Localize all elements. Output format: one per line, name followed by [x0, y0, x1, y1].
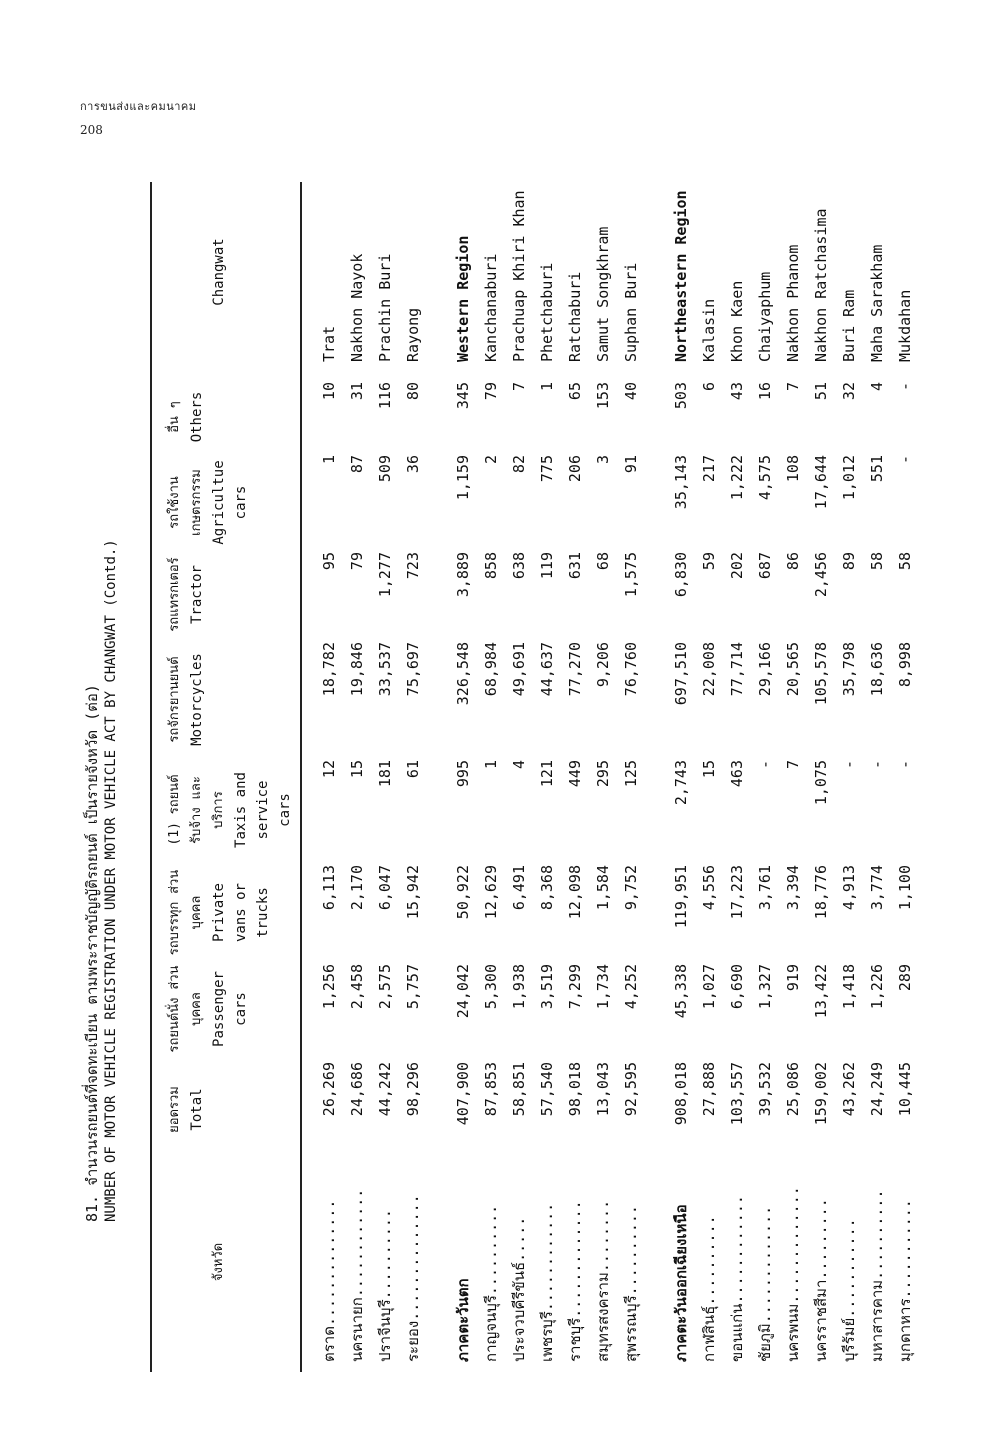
changwat-thai-cell: ชัยภูมิ.............: [756, 1205, 774, 1362]
tractor-cell: 58: [896, 552, 914, 571]
table-row: [807, 182, 835, 1372]
changwat-english-cell: Prachin Buri: [376, 253, 394, 362]
changwat-thai-cell: ระยอง..............: [404, 1194, 422, 1362]
moto-cell: 8,998: [896, 642, 914, 688]
agri-cell: 1: [320, 455, 338, 465]
column-header-english: Changwat: [211, 238, 227, 306]
tractor-cell: 1,277: [376, 552, 394, 598]
table-row: [343, 182, 371, 1372]
moto-cell: 105,578: [812, 642, 830, 706]
tractor-cell: 59: [700, 552, 718, 571]
agri-cell: 17,644: [812, 455, 830, 510]
agri-cell: 551: [868, 455, 886, 483]
private-cell: 18,776: [812, 865, 830, 920]
private-cell: 15,942: [404, 865, 422, 920]
column-header-thai: รถบรรทุก ส่วนบุคคล: [167, 869, 204, 956]
total-cell: 57,540: [538, 1062, 556, 1117]
changwat-thai-cell: ประจวบคีรีขันธ์.....: [510, 1216, 528, 1362]
agri-cell: 91: [622, 455, 640, 474]
private-cell: 8,368: [538, 865, 556, 911]
moto-cell: 18,782: [320, 642, 338, 697]
table-row: [695, 182, 723, 1372]
total-cell: 407,900: [454, 1062, 472, 1126]
taxis-cell: 121: [538, 760, 556, 788]
moto-cell: 44,637: [538, 642, 556, 697]
private-cell: 3,394: [784, 865, 802, 911]
changwat-english-cell: Nakhon Phanom: [784, 244, 802, 362]
passenger-cell: 4,252: [622, 964, 640, 1010]
moto-cell: 697,510: [672, 642, 690, 706]
agri-cell: 87: [348, 455, 366, 474]
changwat-thai-cell: ขอนแก่น............: [728, 1195, 746, 1362]
passenger-cell: 24,042: [454, 964, 472, 1019]
taxis-cell: -: [840, 760, 858, 770]
page-number: 208: [80, 123, 103, 137]
changwat-english-cell: Maha Sarakham: [868, 244, 886, 362]
private-cell: 6,113: [320, 865, 338, 911]
passenger-cell: 1,327: [756, 964, 774, 1010]
private-cell: 6,491: [510, 865, 528, 911]
column-header: [164, 760, 296, 860]
passenger-cell: 2,458: [348, 964, 366, 1010]
private-cell: 119,951: [672, 865, 690, 929]
table-row: [617, 182, 645, 1372]
agri-cell: 1,012: [840, 455, 858, 501]
table-row: [835, 182, 863, 1372]
table-row: [751, 182, 779, 1372]
tractor-cell: 79: [348, 552, 366, 571]
others-cell: 7: [510, 382, 528, 392]
table-row: [505, 182, 533, 1372]
total-cell: 98,296: [404, 1062, 422, 1117]
total-cell: 44,242: [376, 1062, 394, 1117]
taxis-cell: 2,743: [672, 760, 690, 806]
agri-cell: 82: [510, 455, 528, 474]
agri-cell: 1,222: [728, 455, 746, 501]
total-cell: 908,018: [672, 1062, 690, 1126]
others-cell: 1: [538, 382, 556, 392]
private-cell: 17,223: [728, 865, 746, 920]
table-row: [477, 182, 505, 1372]
total-cell: 10,445: [896, 1062, 914, 1117]
column-header-thai: จังหวัด: [211, 1242, 226, 1282]
others-cell: 10: [320, 382, 338, 401]
total-cell: 26,269: [320, 1062, 338, 1117]
changwat-thai-cell: เพชรบุรี............: [538, 1202, 556, 1362]
column-header-thai: อื่น ๆ: [167, 401, 182, 433]
taxis-cell: 15: [700, 760, 718, 779]
changwat-thai-cell: นครราชสีมา.........: [812, 1198, 830, 1362]
section-header: การขนส่งและคมนาคม: [80, 100, 197, 113]
private-cell: 3,774: [868, 865, 886, 911]
total-cell: 92,595: [622, 1062, 640, 1117]
passenger-cell: 13,422: [812, 964, 830, 1019]
private-cell: 50,922: [454, 865, 472, 920]
passenger-cell: 1,938: [510, 964, 528, 1010]
agri-cell: 108: [784, 455, 802, 483]
private-cell: 1,584: [594, 865, 612, 911]
taxis-cell: -: [756, 760, 774, 770]
moto-cell: 326,548: [454, 642, 472, 706]
column-header-thai: ยอดรวม: [167, 1086, 182, 1133]
changwat-thai-cell: นครพนม.............: [784, 1186, 802, 1362]
region-row: [667, 182, 695, 1372]
tractor-cell: 89: [840, 552, 858, 571]
passenger-cell: 45,338: [672, 964, 690, 1019]
changwat-thai-cell: มหาสารคาม..........: [868, 1189, 886, 1362]
changwat-thai-cell: มุกดาหาร...........: [896, 1199, 914, 1362]
table-title-thai: 81. จำนวนรถยนต์ที่จดทะเบียน ตามพระราชบัญญัติรถยนต์ เป็นรายจังหวัด (ต่อ): [83, 684, 101, 1222]
column-header: [164, 382, 208, 452]
tractor-cell: 95: [320, 552, 338, 571]
moto-cell: 49,691: [510, 642, 528, 697]
agri-cell: 775: [538, 455, 556, 483]
total-cell: 24,686: [348, 1062, 366, 1117]
others-cell: 153: [594, 382, 612, 410]
moto-cell: 19,846: [348, 642, 366, 697]
taxis-cell: 463: [728, 760, 746, 788]
taxis-cell: 15: [348, 760, 366, 779]
tractor-cell: 3,889: [454, 552, 472, 598]
taxis-cell: 1,075: [812, 760, 830, 806]
others-cell: 116: [376, 382, 394, 410]
column-header: [164, 964, 252, 1054]
passenger-cell: 1,226: [868, 964, 886, 1010]
changwat-thai-cell: ราชบุรี.............: [566, 1200, 584, 1362]
changwat-english-cell: Kalasin: [700, 298, 718, 362]
column-header: [164, 552, 208, 637]
column-header-english: Private vans or trucks: [211, 883, 271, 943]
taxis-cell: 1: [482, 760, 500, 770]
changwat-english-cell: Nakhon Nayok: [348, 253, 366, 362]
changwat-thai-cell: บุรีรัมย์...........: [840, 1218, 858, 1362]
changwat-english-cell: Buri Ram: [840, 289, 858, 362]
column-header-english: Motorcycles: [189, 653, 205, 746]
private-cell: 2,170: [348, 865, 366, 911]
total-cell: 27,888: [700, 1062, 718, 1117]
private-cell: 3,761: [756, 865, 774, 911]
taxis-cell: 181: [376, 760, 394, 788]
others-cell: 4: [868, 382, 886, 392]
changwat-english-cell: Ratchaburi: [566, 271, 584, 362]
column-header: [164, 865, 274, 960]
tractor-cell: 86: [784, 552, 802, 571]
moto-cell: 29,166: [756, 642, 774, 697]
taxis-cell: 61: [404, 760, 422, 779]
agri-cell: 509: [376, 455, 394, 483]
passenger-cell: 7,299: [566, 964, 584, 1010]
table-row: [315, 182, 343, 1372]
changwat-thai-cell: สุพรรณบุรี..........: [622, 1205, 640, 1362]
changwat-english-cell: Western Region: [454, 235, 472, 362]
tractor-cell: 119: [538, 552, 556, 580]
passenger-cell: 1,734: [594, 964, 612, 1010]
column-header-thai: รถจักรยานยนต์: [167, 656, 182, 743]
tractor-cell: 1,575: [622, 552, 640, 598]
total-cell: 39,532: [756, 1062, 774, 1117]
changwat-thai-cell: กาญจนบุรี..........: [482, 1204, 500, 1362]
moto-cell: 35,798: [840, 642, 858, 697]
passenger-cell: 1,418: [840, 964, 858, 1010]
agri-cell: 2: [482, 455, 500, 465]
changwat-english-cell: Khon Kaen: [728, 280, 746, 362]
passenger-cell: 5,300: [482, 964, 500, 1010]
passenger-cell: 1,027: [700, 964, 718, 1010]
column-header-english: Taxis and service cars: [233, 772, 293, 848]
agri-cell: 1,159: [454, 455, 472, 501]
moto-cell: 22,008: [700, 642, 718, 697]
changwat-thai-cell: ภาคตะวันออกเฉียงเหนือ: [672, 1204, 690, 1362]
others-cell: 345: [454, 382, 472, 410]
agri-cell: 217: [700, 455, 718, 483]
changwat-thai-cell: นครนายก............: [348, 1188, 366, 1362]
table-row: [723, 182, 751, 1372]
column-header-english: Tractor: [189, 565, 205, 625]
others-cell: 503: [672, 382, 690, 410]
others-cell: 80: [404, 382, 422, 401]
table-top-rule: [150, 182, 152, 1372]
agri-cell: 206: [566, 455, 584, 483]
changwat-english-cell: Suphan Buri: [622, 262, 640, 362]
changwat-thai-cell: กาฬสินธุ์..........: [700, 1215, 718, 1362]
total-cell: 43,262: [840, 1062, 858, 1117]
others-cell: 7: [784, 382, 802, 392]
table-row: [589, 182, 617, 1372]
moto-cell: 33,537: [376, 642, 394, 697]
changwat-english-cell: Phetchaburi: [538, 262, 556, 362]
private-cell: 1,100: [896, 865, 914, 911]
changwat-english-cell: Samut Songkhram: [594, 226, 612, 362]
table-row: [891, 182, 919, 1372]
moto-cell: 77,714: [728, 642, 746, 697]
column-header: [208, 1162, 230, 1362]
total-cell: 159,002: [812, 1062, 830, 1126]
changwat-english-cell: Prachuap Khiri Khan: [510, 190, 528, 362]
moto-cell: 76,760: [622, 642, 640, 697]
others-cell: -: [896, 382, 914, 392]
moto-cell: 18,636: [868, 642, 886, 697]
passenger-cell: 919: [784, 964, 802, 992]
column-header: [164, 642, 208, 757]
others-cell: 43: [728, 382, 746, 401]
total-cell: 103,557: [728, 1062, 746, 1126]
changwat-english-cell: Mukdahan: [896, 289, 914, 362]
column-header-thai: รถยนต์นั่ง ส่วนบุคคล: [167, 965, 204, 1053]
table-row: [399, 182, 427, 1372]
column-header-english: Agricultue cars: [211, 460, 249, 545]
passenger-cell: 6,690: [728, 964, 746, 1010]
tractor-cell: 6,830: [672, 552, 690, 598]
others-cell: 6: [700, 382, 718, 392]
others-cell: 16: [756, 382, 774, 401]
passenger-cell: 5,757: [404, 964, 422, 1010]
taxis-cell: -: [896, 760, 914, 770]
taxis-cell: 12: [320, 760, 338, 779]
moto-cell: 75,697: [404, 642, 422, 697]
private-cell: 4,913: [840, 865, 858, 911]
agri-cell: -: [896, 455, 914, 465]
changwat-thai-cell: ปราจีนบุรี..........: [376, 1209, 394, 1362]
agri-cell: 4,575: [756, 455, 774, 501]
table-row: [371, 182, 399, 1372]
taxis-cell: 995: [454, 760, 472, 788]
private-cell: 12,098: [566, 865, 584, 920]
changwat-english-cell: Chaiyaphum: [756, 271, 774, 362]
changwat-english-cell: Nakhon Ratchasima: [812, 208, 830, 362]
changwat-english-cell: Rayong: [404, 307, 422, 362]
table-row: [863, 182, 891, 1372]
column-header-english: Total: [189, 1088, 205, 1131]
taxis-cell: 7: [784, 760, 802, 770]
tractor-cell: 202: [728, 552, 746, 580]
column-header: [164, 1062, 208, 1157]
agri-cell: 36: [404, 455, 422, 474]
tractor-cell: 638: [510, 552, 528, 580]
taxis-cell: -: [868, 760, 886, 770]
changwat-thai-cell: ตราด..............: [320, 1199, 338, 1362]
changwat-thai-cell: สมุทรสงคราม........: [594, 1199, 612, 1362]
total-cell: 24,249: [868, 1062, 886, 1117]
tractor-cell: 687: [756, 552, 774, 580]
column-header: [208, 182, 230, 362]
agri-cell: 35,143: [672, 455, 690, 510]
total-cell: 98,018: [566, 1062, 584, 1117]
column-header-english: Others: [189, 391, 205, 443]
total-cell: 87,853: [482, 1062, 500, 1117]
tractor-cell: 2,456: [812, 552, 830, 598]
taxis-cell: 295: [594, 760, 612, 788]
region-row: [449, 182, 477, 1372]
table-header-rule: [300, 182, 302, 1372]
moto-cell: 77,270: [566, 642, 584, 697]
tractor-cell: 68: [594, 552, 612, 571]
private-cell: 9,752: [622, 865, 640, 911]
total-cell: 13,043: [594, 1062, 612, 1117]
others-cell: 51: [812, 382, 830, 401]
table-title-english: NUMBER OF MOTOR VEHICLE REGISTRATION UNDER MOTOR VEHICLE ACT BY CHANGWAT (Contd.): [103, 539, 119, 1222]
column-header-thai: รถใช้งาน เกษตรกรรม: [167, 469, 204, 536]
changwat-english-cell: Kanchanaburi: [482, 253, 500, 362]
moto-cell: 9,206: [594, 642, 612, 688]
taxis-cell: 4: [510, 760, 528, 770]
changwat-english-cell: Northeastern Region: [672, 190, 690, 362]
total-cell: 58,851: [510, 1062, 528, 1117]
table-row: [561, 182, 589, 1372]
private-cell: 4,556: [700, 865, 718, 911]
taxis-cell: 449: [566, 760, 584, 788]
tractor-cell: 723: [404, 552, 422, 580]
others-cell: 65: [566, 382, 584, 401]
total-cell: 25,086: [784, 1062, 802, 1117]
private-cell: 6,047: [376, 865, 394, 911]
changwat-english-cell: Trat: [320, 325, 338, 362]
moto-cell: 20,565: [784, 642, 802, 697]
agri-cell: 3: [594, 455, 612, 465]
passenger-cell: 1,256: [320, 964, 338, 1010]
others-cell: 40: [622, 382, 640, 401]
column-header-thai: (1) รถยนต์รับจ้าง และบริการ: [167, 774, 226, 846]
tractor-cell: 858: [482, 552, 500, 580]
tractor-cell: 58: [868, 552, 886, 571]
tractor-cell: 631: [566, 552, 584, 580]
passenger-cell: 3,519: [538, 964, 556, 1010]
column-header-thai: รถแทรกเตอร์: [167, 557, 182, 632]
table-row: [779, 182, 807, 1372]
moto-cell: 68,984: [482, 642, 500, 697]
column-header: [164, 455, 252, 550]
others-cell: 79: [482, 382, 500, 401]
passenger-cell: 289: [896, 964, 914, 992]
table-row: [533, 182, 561, 1372]
changwat-thai-cell: ภาคตะวันตก: [454, 1278, 472, 1362]
others-cell: 31: [348, 382, 366, 401]
rotated-table: [83, 182, 940, 1372]
passenger-cell: 2,575: [376, 964, 394, 1010]
column-header-english: Passenger cars: [211, 971, 249, 1047]
others-cell: 32: [840, 382, 858, 401]
taxis-cell: 125: [622, 760, 640, 788]
private-cell: 12,629: [482, 865, 500, 920]
